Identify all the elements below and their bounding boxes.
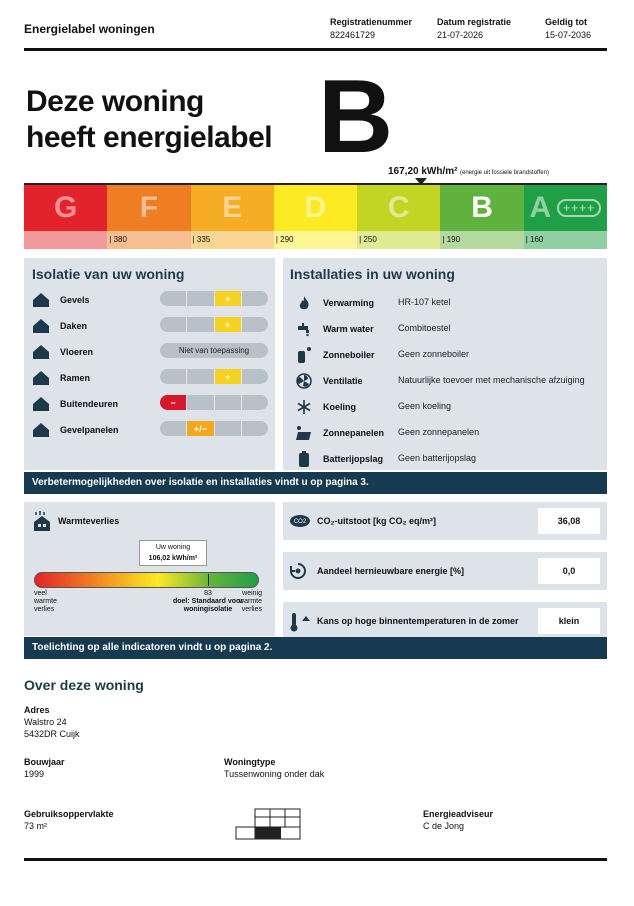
installaties-panel bbox=[283, 258, 607, 470]
scale-segment-f bbox=[107, 185, 190, 231]
installatie-row-koeling bbox=[295, 399, 356, 415]
isolatie-row-vloeren bbox=[32, 344, 93, 360]
level-cell bbox=[242, 369, 268, 384]
level-cell bbox=[187, 395, 214, 410]
indicator-panel bbox=[283, 502, 607, 540]
snowflake-icon bbox=[295, 399, 313, 415]
indicator-label: Aandeel hernieuwbare energie [%] bbox=[317, 566, 465, 576]
installatie-value: Geen zonneboiler bbox=[398, 349, 470, 359]
valid-until-label: Geldig tot bbox=[545, 17, 587, 27]
isolatie-title: Isolatie van uw woning bbox=[32, 266, 185, 282]
isolatie-label: Buitendeuren bbox=[60, 399, 119, 409]
registration-number-label: Registratienummer bbox=[330, 17, 413, 27]
level-cell bbox=[187, 369, 214, 384]
warmteverlies-title: Warmteverlies bbox=[58, 516, 120, 526]
callout-line2: 106,02 kWh/m² bbox=[148, 555, 198, 562]
energy-scale-thresholds bbox=[24, 231, 607, 249]
not-applicable-pill: Niet van toepassing bbox=[160, 343, 268, 358]
kwh-note: (energie uit fossiele brandstoffen) bbox=[460, 170, 549, 176]
scale-letter-a: A bbox=[529, 191, 552, 224]
installatie-value: Combitoestel bbox=[398, 323, 451, 333]
year-label: Bouwjaar bbox=[24, 757, 65, 767]
indicator-label: CO₂-uitstoot [kg CO₂ eq/m²] bbox=[317, 516, 436, 526]
installatie-value: Natuurlijke toevoer met mechanische afzuiging bbox=[398, 375, 585, 385]
level-cell-active: + bbox=[215, 369, 242, 384]
indicator-label: Kans op hoge binnentemperaturen in de zomer bbox=[317, 616, 519, 626]
year-block bbox=[24, 756, 65, 780]
scale-letter-b: B bbox=[471, 191, 493, 224]
isolatie-row-gevels bbox=[32, 292, 90, 308]
installatie-value: Geen batterijopslag bbox=[398, 453, 477, 463]
isolatie-panel bbox=[24, 258, 275, 470]
header-rule bbox=[24, 48, 607, 51]
label-heading-line1: Deze woning bbox=[26, 85, 204, 118]
fan-icon bbox=[295, 373, 313, 389]
svg-text:CO2: CO2 bbox=[293, 519, 307, 525]
registration-date-block bbox=[437, 16, 511, 42]
footer-rule bbox=[24, 858, 607, 861]
scale-threshold-b: | 190 bbox=[440, 231, 523, 249]
house-type-value: Tussenwoning onder dak bbox=[224, 769, 325, 779]
scale-letter-d: D bbox=[304, 191, 327, 224]
insulation-level-bar bbox=[160, 317, 268, 332]
registration-number-value: 822461729 bbox=[330, 30, 376, 40]
address-line2: 5432DR Cuijk bbox=[24, 729, 80, 739]
isolatie-label: Ramen bbox=[60, 373, 91, 383]
scale-segment-b bbox=[440, 185, 523, 231]
house-icon bbox=[32, 370, 50, 386]
advisor-value: C de Jong bbox=[423, 821, 465, 831]
installatie-label: Koeling bbox=[323, 402, 356, 412]
registration-number-block bbox=[330, 16, 412, 42]
document-title: Energielabel woningen bbox=[24, 22, 155, 36]
standard-caption: doel: Standaard voor woningisolatie bbox=[172, 598, 243, 613]
about-title: Over deze woning bbox=[24, 677, 144, 693]
house-icon bbox=[32, 396, 50, 412]
isolatie-label: Gevels bbox=[60, 295, 90, 305]
scale-letter-g: G bbox=[53, 191, 78, 224]
callout-line1: Uw woning bbox=[155, 544, 191, 551]
isolatie-label: Gevelpanelen bbox=[60, 425, 119, 435]
warmteverlies-panel bbox=[24, 502, 275, 636]
scale-segment-d bbox=[274, 185, 357, 231]
label-heading-line2: heeft energielabel bbox=[26, 121, 273, 154]
installatie-value: HR-107 ketel bbox=[398, 297, 451, 307]
installatie-row-zonnepanelen bbox=[295, 425, 384, 441]
insulation-level-bar bbox=[160, 421, 268, 436]
energy-label-letter: B bbox=[318, 59, 394, 175]
level-cell bbox=[242, 317, 268, 332]
installaties-title: Installaties in uw woning bbox=[290, 266, 455, 282]
terraced-house-icon bbox=[235, 808, 301, 840]
level-cell-active: + bbox=[215, 291, 242, 306]
indicator-value: 36,08 bbox=[538, 508, 600, 534]
house-icon bbox=[32, 344, 50, 360]
scale-threshold-a: | 160 bbox=[524, 231, 607, 249]
level-cell bbox=[187, 291, 214, 306]
level-cell bbox=[187, 317, 214, 332]
insulation-level-bar bbox=[160, 291, 268, 306]
insulation-level-bar bbox=[160, 369, 268, 384]
indicator-value: klein bbox=[538, 608, 600, 634]
registration-date-label: Datum registratie bbox=[437, 17, 512, 27]
level-cell bbox=[242, 291, 268, 306]
installatie-row-batterijopslag bbox=[295, 451, 383, 467]
scale-threshold-g bbox=[24, 231, 107, 249]
valid-until-value: 15-07-2036 bbox=[545, 30, 592, 40]
tap-icon bbox=[295, 321, 313, 337]
installatie-label: Batterijopslag bbox=[323, 454, 384, 464]
kwh-value: 167,20 kWh/m² bbox=[388, 166, 458, 177]
level-cell-active: +/− bbox=[187, 421, 214, 436]
standard-value: 83 bbox=[204, 590, 212, 597]
indicator-banner: Toelichting op alle indicatoren vindt u op pagina 2. bbox=[24, 637, 607, 659]
isolatie-row-daken bbox=[32, 318, 87, 334]
co2-icon bbox=[289, 512, 311, 533]
scale-threshold-e: | 335 bbox=[191, 231, 274, 249]
level-cell bbox=[215, 421, 242, 436]
installatie-value: Geen zonnepanelen bbox=[398, 427, 480, 437]
thermometer-icon bbox=[289, 612, 311, 637]
house-heat-icon bbox=[32, 510, 52, 532]
house-icon bbox=[32, 318, 50, 334]
left-scale-label: veel warmte verlies bbox=[34, 590, 57, 613]
area-value: 73 m² bbox=[24, 821, 48, 831]
battery-icon bbox=[295, 451, 313, 467]
level-cell-active: + bbox=[215, 317, 242, 332]
scale-segment-c bbox=[357, 185, 440, 231]
isolatie-row-gevelpanelen bbox=[32, 422, 119, 438]
indicator-panel bbox=[283, 552, 607, 590]
indicator-value: 0,0 bbox=[538, 558, 600, 584]
installatie-label: Ventilatie bbox=[323, 376, 363, 386]
level-cell bbox=[160, 317, 187, 332]
scale-letter-e: E bbox=[222, 191, 243, 224]
scale-threshold-c: | 250 bbox=[357, 231, 440, 249]
installatie-label: Warm water bbox=[323, 324, 374, 334]
registration-date-value: 21-07-2026 bbox=[437, 30, 484, 40]
label-heading bbox=[26, 84, 272, 156]
address-block bbox=[24, 704, 80, 740]
solar-panel-icon bbox=[295, 425, 313, 441]
level-cell bbox=[215, 395, 242, 410]
valid-until-block bbox=[545, 16, 591, 42]
indicator-panel bbox=[283, 602, 607, 640]
address-line1: Walstro 24 bbox=[24, 717, 67, 727]
level-cell-active: − bbox=[160, 395, 187, 410]
scale-threshold-f: | 380 bbox=[107, 231, 190, 249]
level-cell bbox=[160, 369, 187, 384]
house-type-label: Woningtype bbox=[224, 757, 276, 767]
area-block bbox=[24, 808, 114, 832]
heat-loss-callout bbox=[139, 540, 207, 566]
scale-letter-c: C bbox=[387, 191, 410, 224]
advisor-block bbox=[423, 808, 493, 832]
kwh-readout bbox=[388, 166, 549, 177]
scale-segment-a bbox=[524, 185, 607, 231]
right-scale-label: weinig warmte verlies bbox=[239, 590, 262, 613]
heat-loss-gradient-bar bbox=[34, 572, 259, 588]
advisor-label: Energieadviseur bbox=[423, 809, 494, 819]
level-cell bbox=[242, 421, 268, 436]
scale-segment-g bbox=[24, 185, 107, 231]
energy-scale bbox=[24, 183, 607, 231]
insulation-level-bar bbox=[160, 395, 268, 410]
installatie-label: Zonnepanelen bbox=[323, 428, 385, 438]
level-cell bbox=[242, 395, 268, 410]
improvement-banner: Verbetermogelijkheden over isolatie en installaties vindt u op pagina 3. bbox=[24, 472, 607, 494]
installatie-row-verwarming bbox=[295, 295, 374, 311]
isolatie-row-buitendeuren bbox=[32, 396, 118, 412]
level-cell bbox=[160, 421, 187, 436]
house-icon bbox=[32, 422, 50, 438]
year-value: 1999 bbox=[24, 769, 45, 779]
standard-label bbox=[172, 590, 244, 614]
installatie-label: Verwarming bbox=[323, 298, 375, 308]
solar-boiler-icon bbox=[295, 347, 313, 363]
scale-threshold-d: | 290 bbox=[274, 231, 357, 249]
standard-tick bbox=[208, 574, 209, 586]
installatie-label: Zonneboiler bbox=[323, 350, 375, 360]
house-type-block bbox=[224, 756, 324, 780]
installatie-row-ventilatie bbox=[295, 373, 363, 389]
a-plus-badge: ++++ bbox=[557, 199, 601, 217]
address-label: Adres bbox=[24, 705, 50, 715]
installatie-row-zonneboiler bbox=[295, 347, 375, 363]
isolatie-row-ramen bbox=[32, 370, 90, 386]
level-cell bbox=[160, 291, 187, 306]
installatie-row-warm-water bbox=[295, 321, 374, 337]
house-icon bbox=[32, 292, 50, 308]
renewable-icon bbox=[289, 562, 307, 585]
area-label: Gebruiksoppervlakte bbox=[24, 809, 114, 819]
flame-icon bbox=[295, 295, 313, 311]
installatie-value: Geen koeling bbox=[398, 401, 452, 411]
scale-segment-e bbox=[191, 185, 274, 231]
isolatie-label: Vloeren bbox=[60, 347, 94, 357]
isolatie-label: Daken bbox=[60, 321, 88, 331]
scale-letter-f: F bbox=[139, 191, 159, 224]
